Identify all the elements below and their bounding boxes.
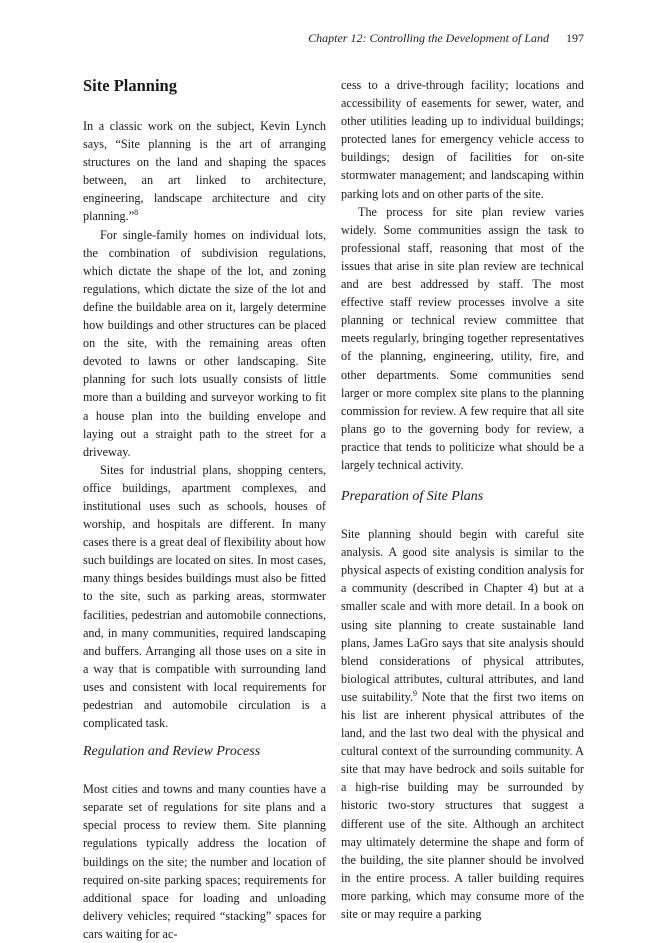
right-column (341, 76, 584, 923)
footnote-marker: 8 (134, 208, 139, 218)
paragraph: For single-family homes on individual lots, the combination of subdivision regulations, which dictate the shape of the lot, and zoning regulations, which dictate the size of the lot and define the buildable area on it, largely determine how buildings and other structures can be placed on the site, with the remaining areas often devoted to lawns or other landscaping. Site planning for such lots usually consists of little more than a building and surveyor working to fit a house plan into the building envelope and laying out a straight path to the street for a driveway. (83, 227, 326, 459)
paragraph: Sites for industrial plans, shopping centers, office buildings, apartment complexes, and institutional uses such as schools, houses of worship, and hospitals are different. In many cases there is a great deal of flexibility about how such buildings are located on sites. In most cases, many things besides buildings must also be fitted to the site, such as parking areas, stormwater facilities, pedestrian and automobile connections, and, in many communities, required landscaping and buffers. Arranging all those uses on a site in a way that is compatible with surrounding land uses and consistent with local requirements for pedestrian and automobile circulation is a complicated task. (83, 462, 326, 731)
running-head (308, 31, 584, 46)
spacer (341, 474, 584, 488)
paragraph-text: Note that the first two items on his list are inherent physical attributes of the land, and the last two deal with the physical and cultural context of the surrounding community. A site that may have bedrock and soils suitable for a high-rise building may be surrounded by historic two-story structures that suggest a different use of the site. Although an architect may ultimately determine the shape and form of the building, the site planner should be involved in the entire process. A taller building requires more parking, which may consume more of the site or may require a parking (341, 689, 584, 922)
chapter-title: Chapter 12: Controlling the Development of Land (308, 31, 549, 45)
subsection-title: Regulation and Review Process (83, 744, 261, 760)
left-column (83, 76, 326, 943)
paragraph (341, 525, 584, 923)
paragraph-text: In a classic work on the subject, Kevin Lynch says, “Site planning is the art of arranging structures on the land and shaping the spaces between, an art linked to architecture, engineering, landscape architecture and city planning.” (83, 119, 326, 224)
paragraph: The process for site plan review varies widely. Some communities assign the task to professional staff, reasoning that most of the issues that arise in site plan review are technical and are best addressed by staff. The most effective staff review processes involve a site planning or technical review committee that meets regularly, bringing together representatives of the planning, engineering, utility, fire, and other departments. Some communities send larger or more complex site plans to the planning commission for review. A few require that all site plans go to the governing body for review, a practice that tends to politicize what should be a largely technical activity. (341, 204, 584, 472)
section-title: Site Planning (83, 76, 177, 95)
paragraph: Most cities and towns and many counties have a separate set of regulations for site plans and a special process to review them. Site planning regulations typically address the location of buildings on the site; the number and location of required on-site parking spaces; requirements for additional space for loading and unloading delivery vehicles; required “stacking” spaces for cars waiting for ac- (83, 782, 326, 941)
page-number: 197 (566, 31, 584, 45)
footnote-marker: 9 (413, 688, 418, 698)
paragraph: cess to a drive-through facility; locations and accessibility of easements for sewer, water, and other utilities leading up to individual buildings; protected lanes for emergency vehicle access to buildings; design of facilities for on-site stormwater management; and landscaping within parking lots and on other parts of the site. (341, 78, 584, 201)
subsection-title: Preparation of Site Plans (341, 489, 484, 505)
spacer (83, 732, 326, 743)
paragraph-text: Site planning should begin with careful site analysis. A good site analysis is similar to the physical aspects of existing condition analysis for a community (described in Chapter 4) but at a smaller scale and with more detail. In a book on using site planning to create sustainable land plans, James LaGro says that site analysis should blend considerations of physical attributes, biological attributes, cultural attributes, and land use suitability. (341, 527, 584, 704)
paragraph (83, 117, 326, 226)
